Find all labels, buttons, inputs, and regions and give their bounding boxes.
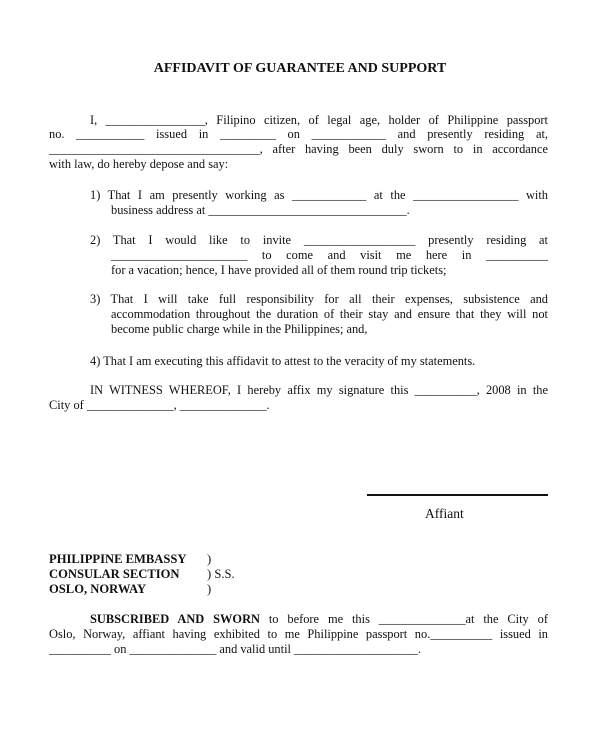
item-1-line-1: 1) That I am presently working as ____________ at the _________________ with <box>90 188 548 202</box>
intro-line-2: no. ___________ issued in _________ on ____________ and presently residing at, <box>49 127 548 141</box>
intro-line-3: __________________________________, after having been duly sworn to in accordance <box>49 142 548 156</box>
item-3-line-3: become public charge while in the Philippines; and, <box>111 322 368 336</box>
intro-line-4: with law, do hereby depose and say: <box>49 157 229 171</box>
item-2-line-3: for a vacation; hence, I have provided all of them round trip tickets; <box>111 263 447 277</box>
venue-paren-2: ) S.S. <box>207 567 235 581</box>
item-3-line-2: accommodation throughout the duration of their stay and ensure that they will not <box>111 307 548 321</box>
witness-line-2: City of ______________, ______________. <box>49 398 270 412</box>
venue-line-3: OSLO, NORWAY <box>49 582 147 596</box>
sworn-line-2: Oslo, Norway, affiant having exhibited to me Philippine passport no.__________ issued in <box>49 627 548 641</box>
venue-line-2: CONSULAR SECTION <box>49 567 180 581</box>
affiant-label: Affiant <box>425 506 464 521</box>
venue-paren-1: ) <box>207 552 212 566</box>
item-1-line-2: business address at ________________________________. <box>111 203 410 217</box>
item-4-line-1: 4) That I am executing this affidavit to attest to the veracity of my statements. <box>90 354 476 368</box>
item-2-line-1: 2) That I would like to invite __________________ presently residing at <box>90 233 548 247</box>
intro-line-1: I, ________________, Filipino citizen, of legal age, holder of Philippine passport <box>90 113 548 127</box>
item-2-line-2: ______________________ to come and visit me here in __________ <box>111 248 548 262</box>
sworn-heading: SUBSCRIBED AND SWORN <box>90 612 260 626</box>
sworn-line-3: __________ on ______________ and valid until ____________________. <box>49 642 422 656</box>
venue-paren-3: ) <box>207 582 212 596</box>
sworn-line-1 <box>90 612 548 627</box>
document-title: AFFIDAVIT OF GUARANTEE AND SUPPORT <box>153 61 447 76</box>
item-3-line-1: 3) That I will take full responsibility for all their expenses, subsistence and <box>90 292 548 306</box>
witness-line-1: IN WITNESS WHEREOF, I hereby affix my signature this __________, 2008 in the <box>90 383 548 397</box>
sworn-line-1-rest: to before me this ______________at the City of <box>259 612 548 626</box>
venue-line-1: PHILIPPINE EMBASSY <box>49 552 187 566</box>
affiant-signature-line <box>367 494 548 496</box>
